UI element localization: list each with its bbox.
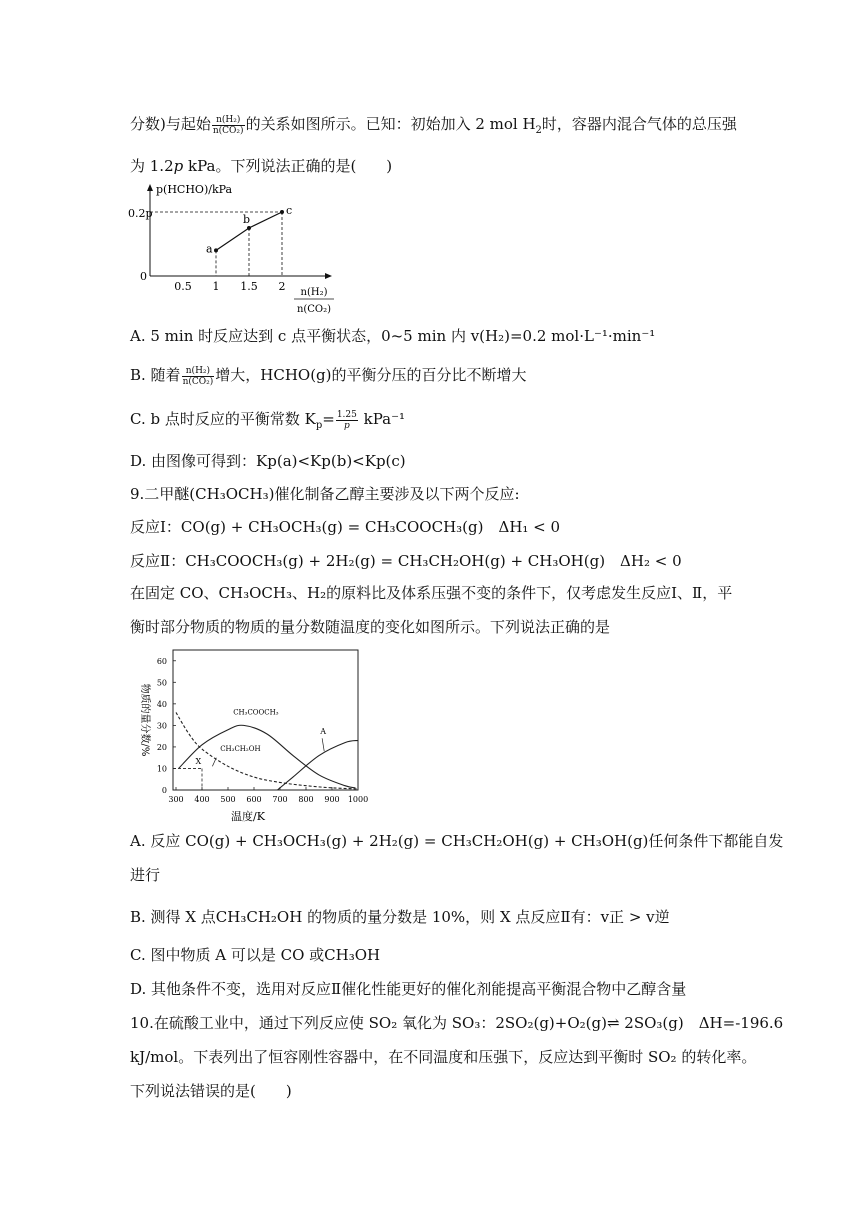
q9-option-b: B. 测得 X 点CH₃CH₂OH 的物质的量分数是 10%，则 X 点反应Ⅱ有：v正 > v逆	[130, 908, 670, 926]
q9-condition-line1: 在固定 CO、CH₃OCH₃、H₂的原料比及体系压强不变的条件下，仅考虑发生反应Ⅰ、Ⅱ，平	[130, 584, 733, 602]
q8-origin: 0	[140, 270, 147, 283]
q8-option-c-eq: =	[322, 410, 335, 428]
q8-option-c-b: kPa⁻¹	[358, 410, 406, 428]
q9-label-ch3ch2oh-leader	[212, 758, 216, 767]
q8-point-b	[247, 226, 251, 230]
q9-label-x: X	[195, 757, 202, 767]
q8-point-label-c: c	[286, 204, 293, 217]
q9-x-tick-4: 700	[272, 795, 288, 804]
q8-y-tick: 0.2p	[128, 207, 153, 220]
q9-y-label: 物质的量分数/%	[139, 683, 150, 757]
q9-label-ch3ch2oh: CH₃CH₂OH	[220, 745, 261, 754]
q9-y-tick-0: 0	[161, 786, 167, 795]
q8-point-a	[214, 248, 218, 252]
q9-x-tick-5: 800	[298, 795, 314, 804]
q9-x-label: 温度/K	[231, 810, 265, 823]
q8-x-tick-3: 2	[278, 280, 286, 293]
q9-option-a-line1: A. 反应 CO(g) + CH₃OCH₃(g) + 2H₂(g) = CH₃CH₂OH(g) + CH₃OH(g)任何条件下都能自发	[130, 832, 784, 850]
q9-condition-line2: 衡时部分物质的物质的量分数随温度的变化如图所示。下列说法正确的是	[130, 618, 611, 636]
q8-stem-text-c: 时，容器内混合气体的总压强	[541, 115, 737, 133]
q9-y-tick-1: 10	[156, 764, 167, 774]
q9-x-tick-6: 900	[324, 795, 340, 804]
q8-point-label-b: b	[243, 213, 251, 226]
q8-stem-line2-b: kPa。下列说法正确的是( )	[183, 157, 393, 175]
fraction-denominator: p	[343, 420, 350, 431]
q8-y-label: p(HCHO)/kPa	[156, 183, 233, 196]
q8-stem-line2-p: p	[173, 157, 184, 175]
q9-chart	[128, 645, 368, 825]
q9-x-tick-0: 300	[168, 795, 184, 804]
q10-stem-line3: 下列说法错误的是( )	[130, 1082, 292, 1100]
q8-stem-line1: 分数)与起始 $\frac{\text{n(H₂)}}{\text{n(CO₂)}}$ 的关系如图所示。已知：初始加入 2 mol $H_2$时，容器内混合气体的总压强	[130, 114, 737, 136]
q8-stem-text-a: 分数)与起始	[130, 115, 211, 133]
q9-y-tick-6: 60	[156, 656, 167, 666]
q8-option-b-a: B. 随着	[130, 366, 181, 384]
q9-label-a-leader	[322, 738, 324, 751]
q8-option-c: C. b 点时反应的平衡常数 $K_p=$ $\frac{1.25}{p}$ kPa⁻¹	[130, 409, 406, 431]
q8-x-tick-2: 1.5	[240, 280, 258, 293]
q8-x-tick-0: 0.5	[174, 280, 192, 293]
q10-stem-line2: kJ/mol。下表列出了恒容刚性容器中，在不同温度和压强下，反应达到平衡时 SO₂ 的转化率。	[130, 1048, 757, 1066]
q9-reaction-2: 反应Ⅱ：CH₃COOCH₃(g) + 2H₂(g) = CH₃CH₂OH(g) + CH₃OH(g) ΔH₂ < 0	[130, 552, 682, 570]
q8-stem-line2-a: 为 1.2	[130, 157, 174, 175]
q9-y-tick-2: 20	[156, 742, 167, 752]
fraction-numerator: n(H₂)	[212, 115, 245, 126]
q9-x-tick-7: 1000	[347, 795, 368, 804]
q8-option-d: D. 由图像可得到：Kp(a)<Kp(b)<Kp(c)	[130, 452, 406, 470]
q8-stem-text-b: 的关系如图所示。已知：初始加入 2 mol H	[245, 115, 536, 133]
q8-option-b-b: 增大，HCHO(g)的平衡分压的百分比不断增大	[215, 366, 527, 384]
q8-point-label-a: a	[206, 242, 213, 256]
q10-stem-line1: 10.在硫酸工业中，通过下列反应使 SO₂ 氧化为 SO₃：2SO₂(g)+O₂(g)⇌ 2SO₃(g) ΔH=-196.6	[130, 1014, 784, 1032]
q9-option-d: D. 其他条件不变，选用对反应Ⅱ催化性能更好的催化剂能提高平衡混合物中乙醇含量	[130, 980, 687, 998]
q8-y-axis-arrow	[147, 184, 153, 191]
q9-x-tick-3: 600	[246, 795, 262, 804]
q9-option-c: C. 图中物质 A 可以是 CO 或CH₃OH	[130, 946, 381, 964]
fraction-denominator: n(CO₂)	[182, 376, 214, 387]
fraction-denominator: n(CO₂)	[212, 125, 244, 136]
q8-x-label-num: n(H₂)	[300, 287, 328, 298]
q9-option-a-line2: 进行	[130, 866, 161, 884]
q8-point-c	[280, 210, 284, 214]
q9-series-line-2	[277, 740, 358, 790]
q9-y-tick-5: 50	[156, 678, 167, 688]
q9-reaction-1: 反应Ⅰ：CO(g) + CH₃OCH₃(g) = CH₃COOCH₃(g) ΔH₁ < 0	[130, 518, 561, 536]
q8-option-c-a: C. b 点时反应的平衡常数 K	[130, 410, 316, 428]
q8-x-label-den: n(CO₂)	[296, 304, 332, 315]
q8-x-axis-arrow	[325, 273, 332, 279]
q8-graph	[128, 180, 368, 320]
q9-x-tick-1: 400	[194, 795, 210, 804]
fraction-numerator: n(H₂)	[182, 366, 215, 377]
q8-option-a: A. 5 min 时反应达到 c 点平衡状态，0~5 min 内 v(H₂)=0.2 mol·L⁻¹·min⁻¹	[130, 327, 656, 345]
q8-option-b	[130, 364, 527, 387]
h2-co2-ratio-fraction	[212, 115, 245, 136]
q8-x-tick-1: 1	[212, 280, 220, 293]
q8-option-c-fraction	[336, 410, 358, 431]
fraction-numerator: 1.25	[336, 409, 357, 420]
q8-stem-line2	[130, 155, 392, 177]
q9-x-tick-2: 500	[220, 795, 236, 804]
q9-series-line-1	[176, 712, 358, 788]
q9-series-line-0	[179, 725, 356, 788]
q9-label-a: A	[320, 727, 327, 736]
q9-plot-frame	[173, 650, 358, 790]
q9-y-tick-3: 30	[156, 721, 167, 731]
q8-option-b-fraction	[182, 366, 215, 387]
q9-stem: 9.二甲醚(CH₃OCH₃)催化制备乙醇主要涉及以下两个反应:	[130, 485, 520, 503]
q9-label-ch3cooch3: CH₃COOCH₃	[233, 708, 279, 717]
q9-y-tick-4: 40	[156, 699, 167, 709]
